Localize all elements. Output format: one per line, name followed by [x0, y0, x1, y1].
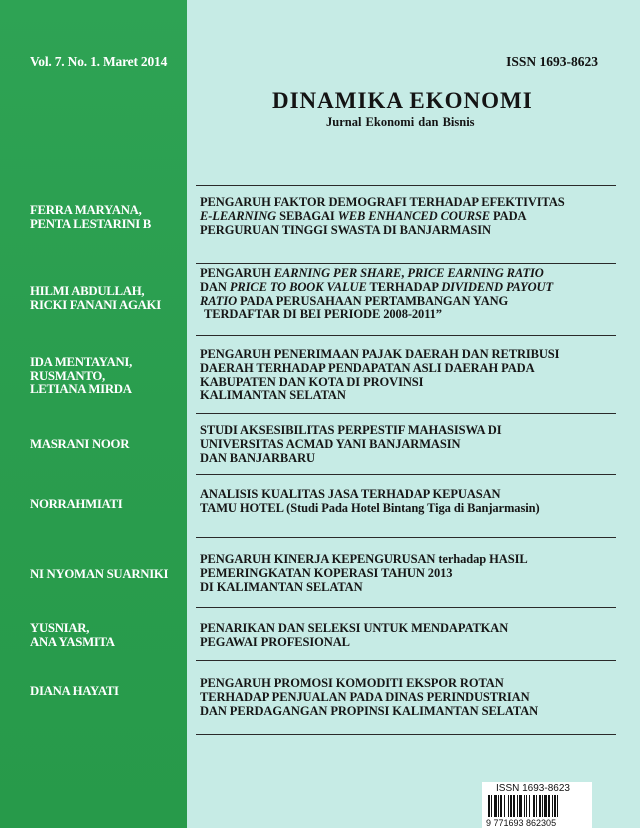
barcode-bar — [491, 795, 492, 817]
article-line: E-LEARNING SEBAGAI WEB ENHANCED COURSE PADA — [200, 208, 527, 223]
author-line: PENTA LESTARINI B — [30, 216, 152, 231]
author-line: IDA MENTAYANI, — [30, 355, 132, 369]
author-block-2 — [30, 285, 180, 312]
author-line: NI NYOMAN SUARNIKI — [30, 567, 169, 581]
barcode-bar — [504, 795, 505, 817]
issn-barcode — [482, 782, 592, 828]
barcode-bar — [500, 795, 502, 817]
article-line: TAMU HOTEL (Studi Pada Hotel Bintang Tiga di Banjarmasin) — [200, 500, 540, 515]
volume-info: Vol. 7. No. 1. Maret 2014 — [30, 54, 168, 69]
barcode-bar — [510, 795, 512, 817]
article-line: STUDI AKSESIBILITAS PERPESTIF MAHASISWA DI — [200, 423, 502, 437]
barcode-bar — [526, 795, 527, 817]
barcode-bar — [488, 795, 490, 817]
journal-subtitle: Jurnal Ekonomi dan Bisnis — [326, 115, 475, 129]
article-title-5 — [200, 488, 615, 516]
author-line: DIANA HAYATI — [30, 684, 119, 698]
article-line: PERGURUAN TINGGI SWASTA DI BANJARMASIN — [200, 222, 491, 237]
article-line: KALIMANTAN SELATAN — [200, 388, 346, 403]
divider — [196, 263, 616, 264]
divider — [196, 413, 616, 414]
author-line: RICKI FANANI AGAKI — [30, 297, 161, 312]
barcode-label: ISSN 1693-8623 — [496, 783, 570, 794]
author-line: RUSMANTO, — [30, 368, 105, 383]
author-block-5 — [30, 498, 180, 512]
article-line: PEMERINGKATAN KOPERASI TAHUN 2013 — [200, 565, 453, 580]
barcode-bar — [508, 795, 509, 817]
author-block-1 — [30, 204, 180, 231]
barcode-bar — [552, 795, 553, 817]
green-sidebar — [0, 0, 187, 828]
divider — [196, 185, 616, 186]
article-line: DI KALIMANTAN SELATAN — [200, 579, 363, 594]
issn-header: ISSN 1693-8623 — [506, 54, 598, 69]
article-line: PENARIKAN DAN SELEKSI UNTUK MENDAPATKAN — [200, 621, 509, 635]
barcode-bar — [544, 795, 547, 817]
article-line: TERDAFTAR DI BEI PERIODE 2008-2011” — [204, 307, 442, 322]
author-line: ANA YASMITA — [30, 634, 115, 649]
barcode-bar — [542, 795, 543, 817]
barcode-bar — [524, 795, 525, 817]
barcode-bar — [554, 795, 556, 817]
article-title-4 — [200, 424, 615, 465]
divider — [196, 474, 616, 475]
article-title-1 — [200, 196, 615, 237]
barcode-bar — [557, 795, 558, 817]
author-line: HILMI ABDULLAH, — [30, 284, 145, 298]
author-block-6 — [30, 568, 180, 582]
barcode-bar — [513, 795, 515, 817]
article-line: RATIO PADA PERUSAHAAN PERTAMBANGAN YANG — [200, 293, 509, 308]
author-block-3 — [30, 356, 180, 397]
article-line: DAN BANJARBARU — [200, 450, 315, 465]
article-title-8 — [200, 677, 615, 718]
article-line: PEGAWAI PROFESIONAL — [200, 634, 350, 649]
divider — [196, 335, 616, 336]
barcode-bar — [548, 795, 550, 817]
author-line: LETIANA MIRDA — [30, 382, 132, 396]
divider — [196, 660, 616, 661]
author-block-4 — [30, 438, 180, 452]
article-line: DAERAH TERHADAP PENDAPATAN ASLI DAERAH PADA — [200, 360, 535, 375]
author-block-7 — [30, 622, 180, 649]
author-line: YUSNIAR, — [30, 621, 90, 635]
author-block-8 — [30, 685, 180, 699]
article-line: TERHADAP PENJUALAN PADA DINAS PERINDUSTRIAN — [200, 689, 530, 704]
barcode-bar — [519, 795, 522, 817]
article-title-6 — [200, 553, 615, 594]
author-line: FERRA MARYANA, — [30, 203, 142, 217]
article-line: PENGARUH KINERJA KEPENGURUSAN terhadap HASIL — [200, 552, 528, 566]
barcode-bar — [494, 795, 497, 817]
divider — [196, 607, 616, 608]
article-line: ANALISIS KUALITAS JASA TERHADAP KEPUASAN — [200, 487, 501, 501]
barcode-bar — [529, 795, 530, 817]
barcode-bar — [539, 795, 541, 817]
article-title-3 — [200, 348, 615, 403]
article-line: KABUPATEN DAN KOTA DI PROVINSI — [200, 374, 424, 389]
divider — [196, 734, 616, 735]
barcode-bar — [498, 795, 499, 817]
article-line: UNIVERSITAS ACMAD YANI BANJARMASIN — [200, 436, 461, 451]
author-line: NORRAHMIATI — [30, 497, 123, 511]
article-line: DAN PERDAGANGAN PROPINSI KALIMANTAN SELATAN — [200, 703, 539, 718]
barcode-bar — [533, 795, 535, 817]
barcode-bar — [536, 795, 537, 817]
author-line: MASRANI NOOR — [30, 437, 130, 451]
article-line: PENGARUH PROMOSI KOMODITI EKSPOR ROTAN — [200, 676, 504, 690]
divider — [196, 537, 616, 538]
barcode-bars — [486, 795, 588, 827]
barcode-bar — [517, 795, 518, 817]
article-line: DAN PRICE TO BOOK VALUE TERHADAP DIVIDEND PAYOUT — [200, 279, 554, 294]
journal-title: DINAMIKA EKONOMI — [272, 88, 533, 113]
article-title-7 — [200, 622, 615, 650]
article-title-2 — [200, 267, 615, 322]
article-line: PENGARUH FAKTOR DEMOGRAFI TERHADAP EFEKTIVITAS — [200, 195, 565, 209]
article-line: PENGARUH PENERIMAAN PAJAK DAERAH DAN RETRIBUSI — [200, 347, 560, 361]
barcode-number: 9 771693 862305 — [486, 818, 557, 827]
article-line: PENGARUH EARNING PER SHARE, PRICE EARNING RATIO — [200, 266, 544, 280]
